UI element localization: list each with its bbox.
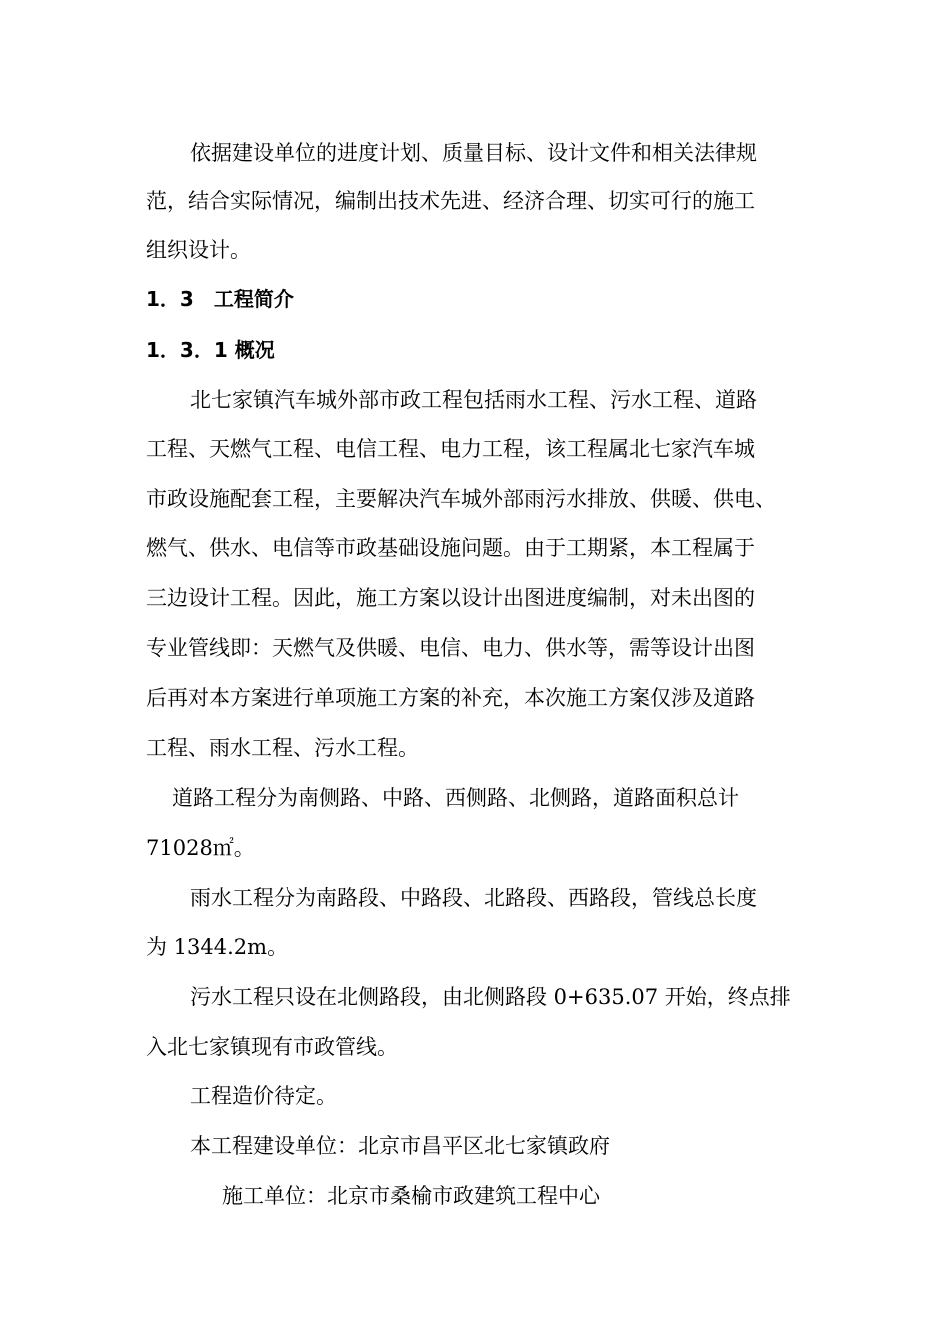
intro-line-1: 依据建设单位的进度计划、质量目标、设计文件和相关法律规	[190, 141, 757, 165]
sewage-line-1: 污水工程只设在北侧路段，由北侧路段 0+635.07 开始，终点排	[190, 985, 791, 1009]
intro-line-2: 范，结合实际情况，编制出技术先进、经济合理、切实可行的施工	[146, 189, 755, 213]
sewage-line-2: 入北七家镇现有市政管线。	[146, 1035, 398, 1059]
overview-line-2: 工程、天燃气工程、电信工程、电力工程，该工程属北七家汽车城	[146, 437, 755, 461]
intro-line-3: 组织设计。	[146, 238, 251, 262]
overview-line-6: 专业管线即：天燃气及供暖、电信、电力、供水等，需等设计出图	[146, 636, 755, 660]
rain-line-2: 为 1344.2m。	[146, 935, 289, 959]
overview-line-5: 三边设计工程。因此，施工方案以设计出图进度编制，对未出图的	[146, 586, 755, 610]
overview-line-1: 北七家镇汽车城外部市政工程包括雨水工程、污水工程、道路	[190, 388, 757, 412]
road-line-2: 71028㎡。	[146, 836, 255, 860]
section-heading-1-3-1: 1．3．1 概况	[146, 338, 275, 362]
contractor-line: 施工单位：北京市桑榆市政建筑工程中心	[222, 1184, 600, 1208]
cost-line: 工程造价待定。	[190, 1084, 337, 1108]
overview-line-4: 燃气、供水、电信等市政基础设施问题。由于工期紧，本工程属于	[146, 536, 755, 560]
road-line-1: 道路工程分为南侧路、中路、西侧路、北侧路，道路面积总计	[172, 786, 739, 810]
owner-line: 本工程建设单位：北京市昌平区北七家镇政府	[190, 1134, 610, 1158]
overview-line-3: 市政设施配套工程，主要解决汽车城外部雨污水排放、供暖、供电、	[146, 487, 776, 511]
rain-line-1: 雨水工程分为南路段、中路段、北路段、西路段，管线总长度	[190, 886, 757, 910]
overview-line-8: 工程、雨水工程、污水工程。	[146, 736, 419, 760]
overview-line-7: 后再对本方案进行单项施工方案的补充，本次施工方案仅涉及道路	[146, 686, 755, 710]
section-heading-1-3: 1．3 工程简介	[146, 287, 294, 311]
